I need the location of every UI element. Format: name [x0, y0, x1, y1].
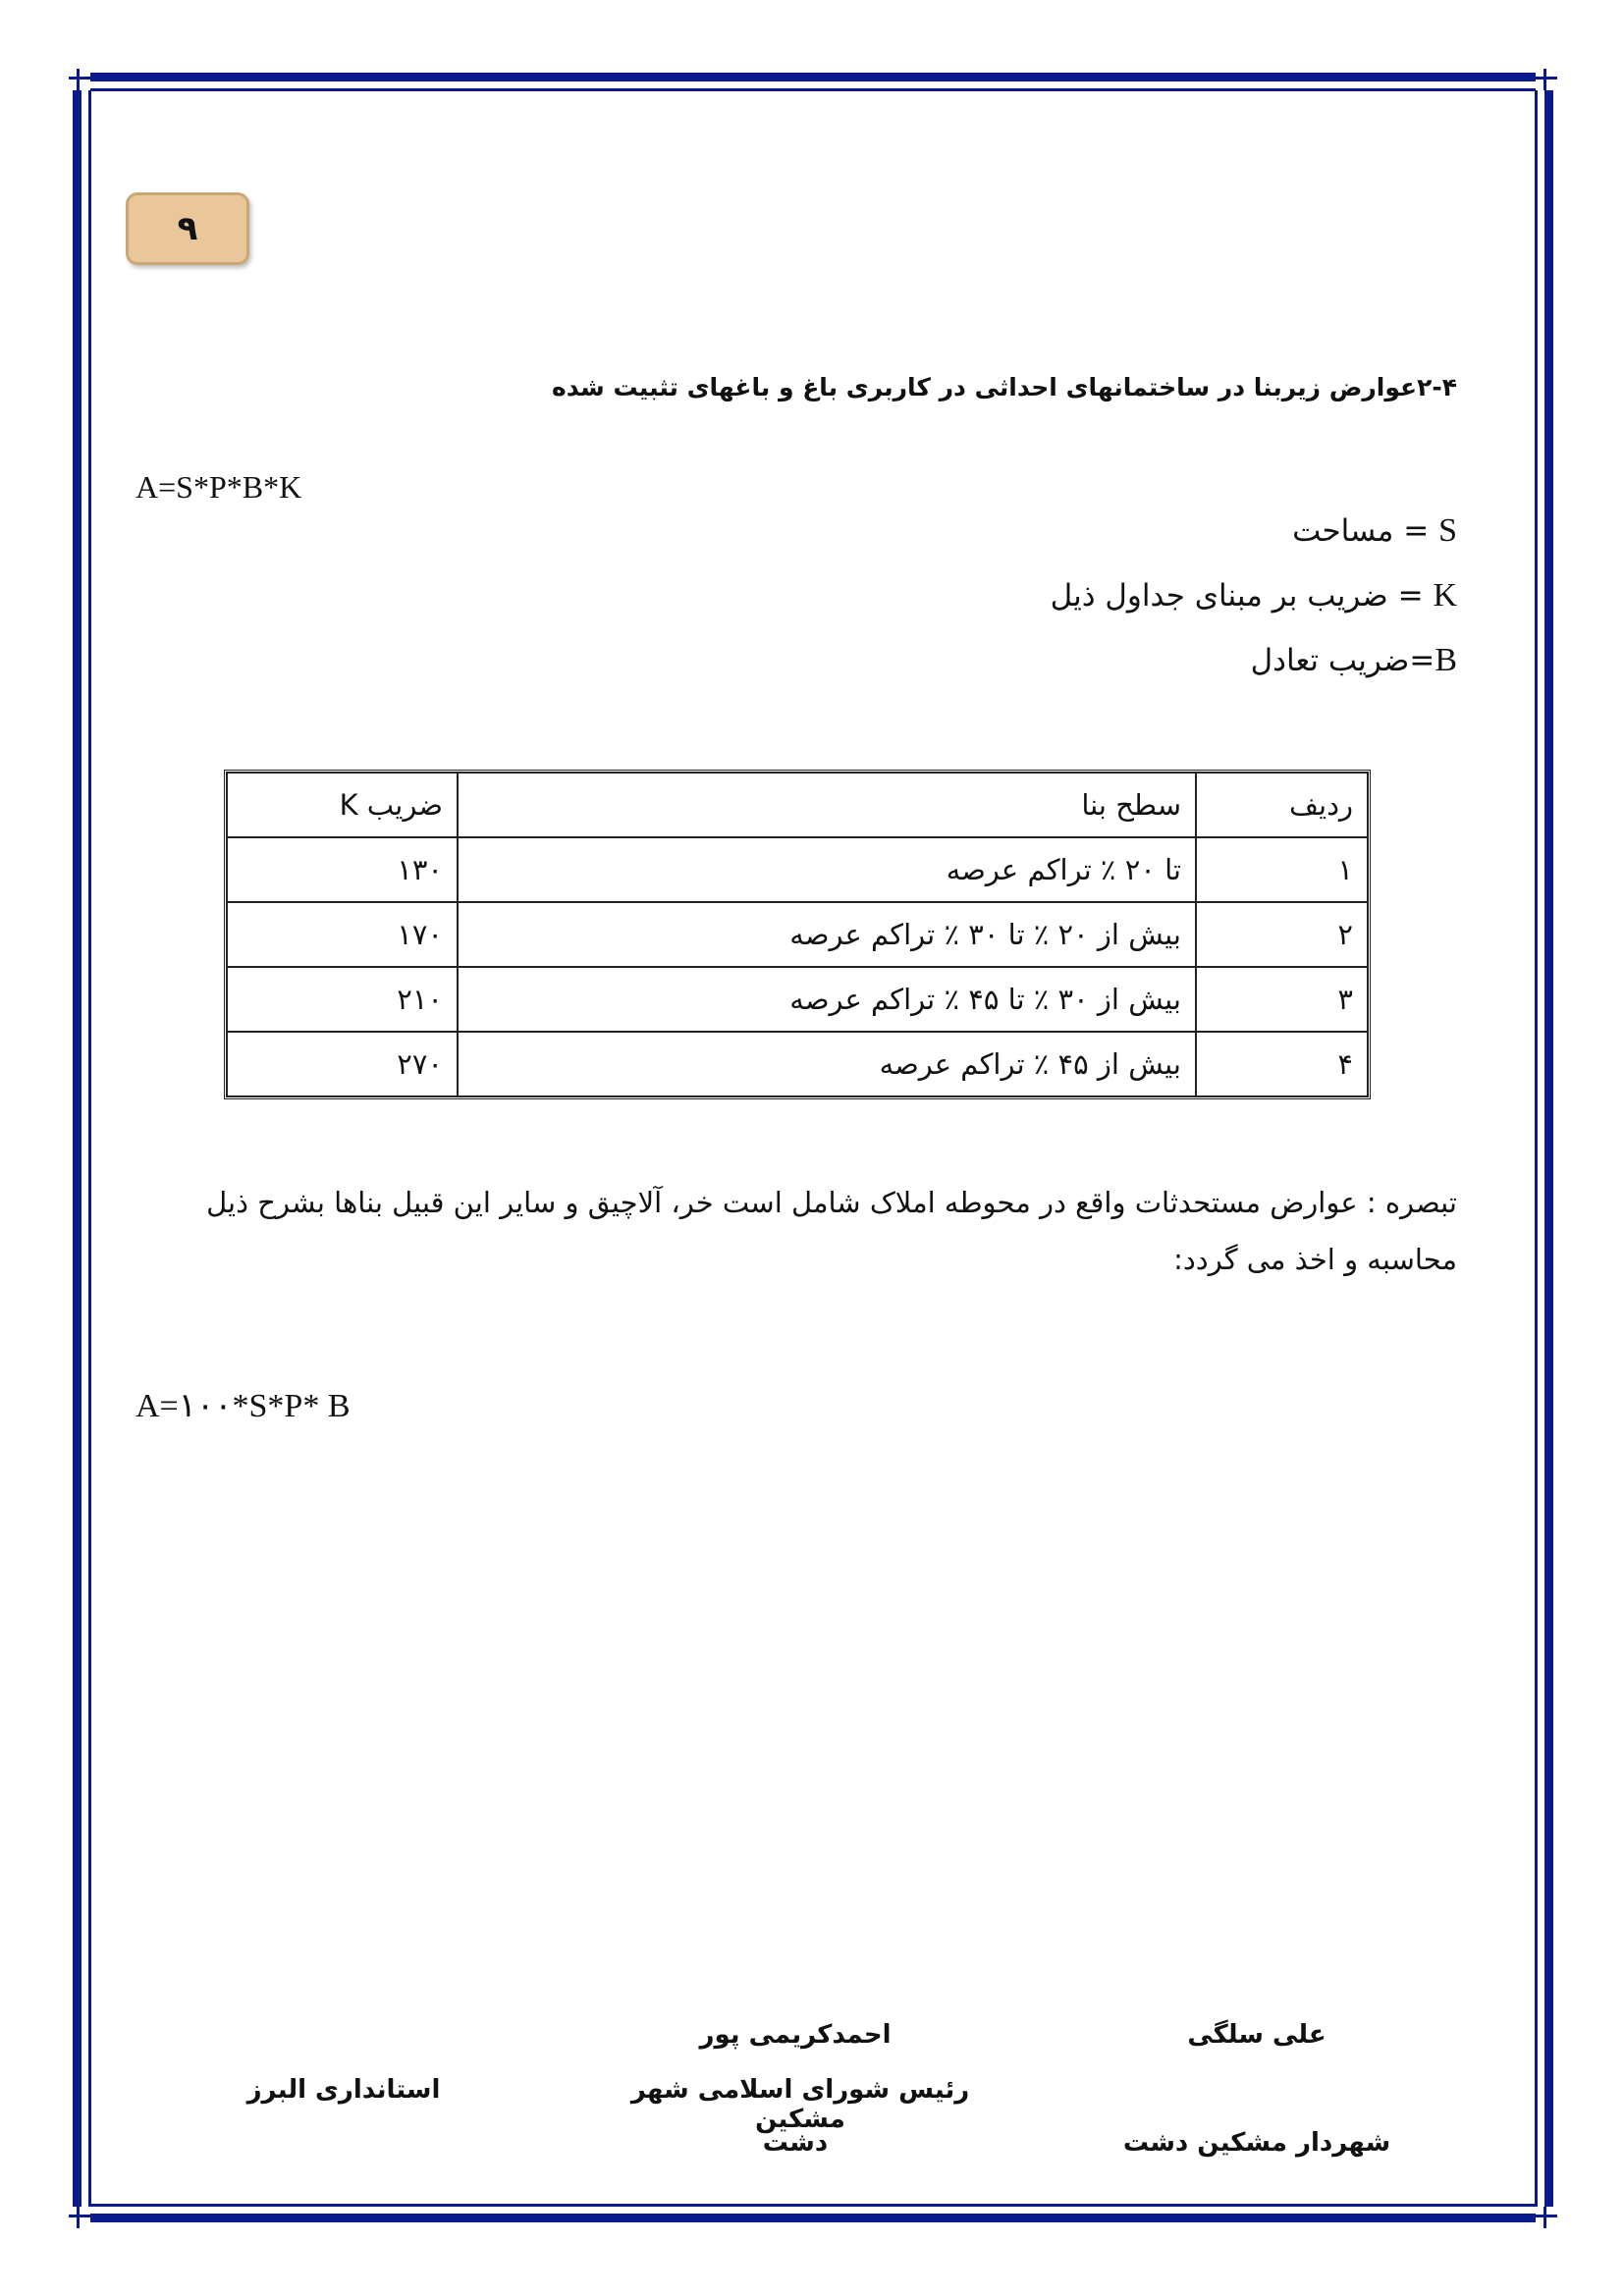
signature-council-title-cont: دشت	[762, 2128, 829, 2158]
frame-corner	[69, 69, 90, 90]
cell-k-value: ۱۳۰	[227, 837, 458, 902]
signature-mayor-name: علی سلگی	[1187, 2020, 1326, 2050]
cell-building-level: بیش از ۲۰ ٪ تا ۳۰ ٪ تراکم عرصه	[458, 902, 1196, 967]
frame-corner	[69, 2207, 90, 2228]
cell-building-level: بیش از ۴۵ ٪ تراکم عرصه	[458, 1032, 1196, 1096]
signature-governorate: استانداری البرز	[246, 2075, 441, 2105]
definition-b	[770, 642, 1457, 679]
cell-k-value: ۱۷۰	[227, 902, 458, 967]
section-heading: ۲-۴عوارض زیربنا در ساختمانهای احداثی در کاربری باغ و باغهای تثبیت شده	[551, 373, 1457, 401]
definition-symbol: B	[1435, 642, 1457, 678]
definition-symbol: S	[1438, 512, 1457, 549]
header-row-number: ردیف	[1196, 773, 1368, 837]
definition-text: = مساحت	[1292, 513, 1439, 549]
note-paragraph: تبصره : عوارض مستحدثات واقع در محوطه املاک شامل است خر، آلاچیق و سایر این قبیل بناها بشرح ذیل محاسبه و اخذ می گردد:	[206, 1186, 1457, 1276]
table-row	[227, 837, 1368, 902]
page-number: ۹	[177, 209, 198, 248]
definition-text: = ضریب بر مبنای جداول ذیل	[1050, 578, 1434, 614]
cell-row-number: ۱	[1196, 837, 1368, 902]
cell-row-number: ۴	[1196, 1032, 1368, 1096]
cell-k-value: ۲۱۰	[227, 967, 458, 1032]
formula-2: A=۱۰۰*S*P* B	[135, 1388, 351, 1424]
signature-council-name: احمدکریمی پور	[699, 2020, 892, 2050]
cell-building-level: بیش از ۳۰ ٪ تا ۴۵ ٪ تراکم عرصه	[458, 967, 1196, 1032]
cell-k-value: ۲۷۰	[227, 1032, 458, 1096]
table-row	[227, 902, 1368, 967]
signature-mayor-title: شهردار مشکین دشت	[1122, 2128, 1391, 2158]
header-building-level: سطح بنا	[458, 773, 1196, 837]
definition-symbol: K	[1433, 577, 1457, 614]
page-frame-inner	[88, 88, 1538, 2207]
cell-row-number: ۳	[1196, 967, 1368, 1032]
definition-k	[770, 577, 1457, 614]
page-number-badge	[126, 192, 249, 265]
signature-council-title: رئیس شورای اسلامی شهر مشکین	[630, 2075, 970, 2134]
k-coefficient-table	[224, 770, 1371, 1099]
table-header-row	[227, 773, 1368, 837]
frame-corner	[1536, 2207, 1557, 2228]
definition-text: =ضریب تعادل	[1250, 643, 1435, 678]
header-k-coefficient: ضریب K	[227, 773, 458, 837]
frame-corner	[1536, 69, 1557, 90]
definition-s	[770, 512, 1457, 550]
table-row	[227, 1032, 1368, 1096]
cell-row-number: ۲	[1196, 902, 1368, 967]
cell-building-level: تا ۲۰ ٪ تراکم عرصه	[458, 837, 1196, 902]
table-row	[227, 967, 1368, 1032]
formula-1: A=S*P*B*K	[135, 469, 302, 505]
